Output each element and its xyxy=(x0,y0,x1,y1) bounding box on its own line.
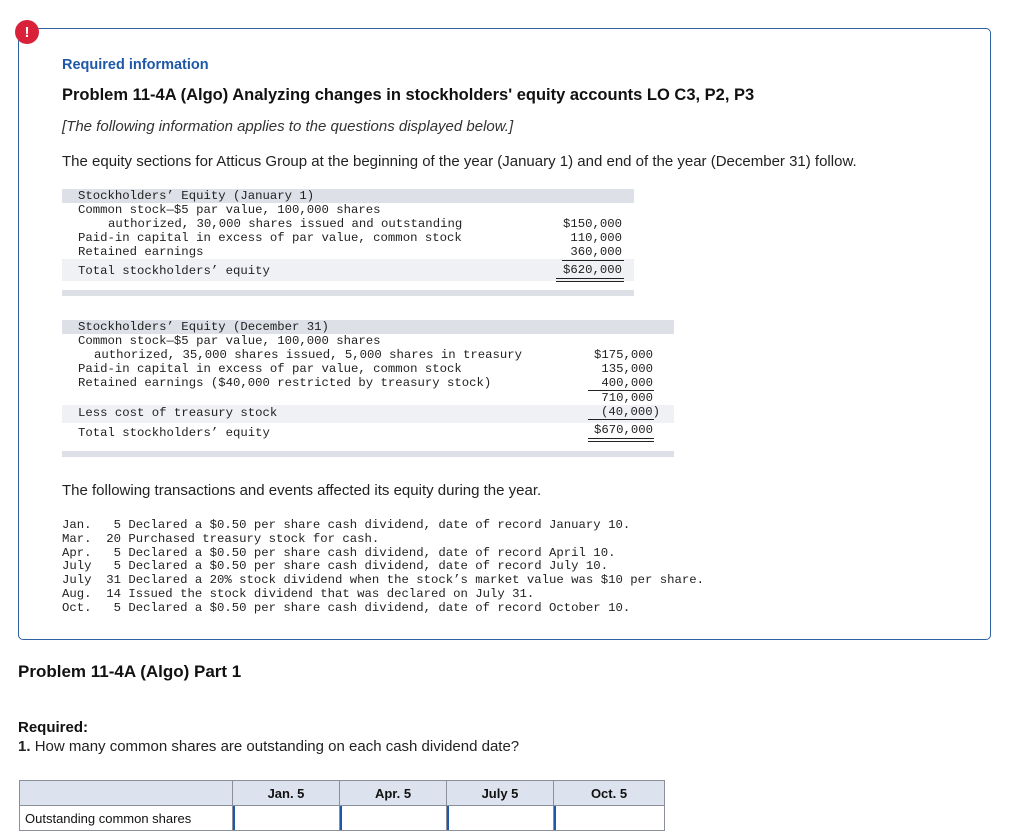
transactions-intro: The following transactions and events affected its equity during the year. xyxy=(62,482,542,499)
answer-table xyxy=(19,780,665,831)
equity-jan-title: Stockholders’ Equity (January 1) xyxy=(78,189,315,203)
equity-dec-treasury-amount: (40,000) xyxy=(600,405,660,419)
equity-jan-total-label: Total stockholders’ equity xyxy=(78,264,270,278)
double-underline xyxy=(588,438,654,442)
alert-icon: ! xyxy=(15,20,39,44)
underline xyxy=(588,419,654,420)
answer-cell-apr5 xyxy=(340,806,447,831)
equity-dec-subtotal-amount: 710,000 xyxy=(601,391,653,405)
equity-jan-retained-amount: 360,000 xyxy=(570,245,622,259)
equity-dec-treasury-label: Less cost of treasury stock xyxy=(78,406,278,420)
equity-jan-line1: Common stock—$5 par value, 100,000 shares xyxy=(78,203,381,217)
part-title: Problem 11-4A (Algo) Part 1 xyxy=(18,662,242,681)
transaction-item: Oct. 5 Declared a $0.50 per share cash dividend, date of record October 10. xyxy=(62,601,631,615)
answer-input-jan5[interactable] xyxy=(233,806,339,830)
answer-input-apr5[interactable] xyxy=(340,806,446,830)
equity-jan-line2: authorized, 30,000 shares issued and outstanding xyxy=(108,217,463,231)
required-label: Required: xyxy=(18,719,89,736)
equity-dec-line3: Paid-in capital in excess of par value, common stock xyxy=(78,362,462,376)
equity-jan-line3: Paid-in capital in excess of par value, common stock xyxy=(78,231,462,245)
equity-jan-common-amount: $150,000 xyxy=(562,217,622,231)
equity-dec-total-amount: $670,000 xyxy=(593,423,653,437)
equity-dec-line1: Common stock—$5 par value, 100,000 shares xyxy=(78,334,381,348)
column-header-apr5: Apr. 5 xyxy=(340,781,447,806)
equity-dec-common-amount: $175,000 xyxy=(593,348,653,362)
answer-table-header xyxy=(20,781,665,806)
answer-input-oct5[interactable] xyxy=(554,806,664,830)
transaction-item: Jan. 5 Declared a $0.50 per share cash dividend, date of record January 10. xyxy=(62,518,631,532)
column-header-jan5: Jan. 5 xyxy=(233,781,340,806)
transaction-item: Aug. 14 Issued the stock dividend that was declared on July 31. xyxy=(62,587,535,601)
header-blank-cell xyxy=(20,781,233,806)
answer-cell-jan5 xyxy=(233,806,340,831)
question-text xyxy=(18,738,519,755)
equity-dec-line4: Retained earnings ($40,000 restricted by treasury stock) xyxy=(78,376,492,390)
row-label-outstanding-shares: Outstanding common shares xyxy=(20,806,233,831)
required-info-label: Required information xyxy=(62,57,209,73)
equity-dec-line2: authorized, 35,000 shares issued, 5,000 shares in treasury xyxy=(94,348,523,362)
answer-input-jul5[interactable] xyxy=(447,806,553,830)
underline xyxy=(562,260,624,261)
equity-jan-total-amount: $620,000 xyxy=(562,263,622,277)
equity-jan-paidin-amount: 110,000 xyxy=(570,231,622,245)
transaction-item: July 5 Declared a $0.50 per share cash dividend, date of record July 10. xyxy=(62,559,609,573)
equity-dec-title: Stockholders’ Equity (December 31) xyxy=(78,320,329,334)
equity-dec-total-label: Total stockholders’ equity xyxy=(78,426,270,440)
transaction-item: Mar. 20 Purchased treasury stock for cash. xyxy=(62,532,380,546)
column-header-jul5: July 5 xyxy=(447,781,554,806)
question-number: 1. xyxy=(18,738,31,755)
table-row xyxy=(20,806,665,831)
answer-cell-jul5 xyxy=(447,806,554,831)
double-underline xyxy=(556,278,624,282)
intro-text: The equity sections for Atticus Group at the beginning of the year (January 1) and end of the year (December 31) follow. xyxy=(62,153,857,170)
problem-title: Problem 11-4A (Algo) Analyzing changes in stockholders' equity accounts LO C3, P2, P3 xyxy=(62,86,755,104)
problem-subnote: [The following information applies to the questions displayed below.] xyxy=(62,118,514,135)
transaction-item: Apr. 5 Declared a $0.50 per share cash dividend, date of record April 10. xyxy=(62,546,616,560)
equity-dec-paidin-amount: 135,000 xyxy=(601,362,653,376)
equity-jan-line4: Retained earnings xyxy=(78,245,204,259)
column-header-oct5: Oct. 5 xyxy=(554,781,665,806)
question-body: How many common shares are outstanding on each cash dividend date? xyxy=(34,738,520,755)
transaction-item: July 31 Declared a 20% stock dividend when the stock’s market value was $10 per share. xyxy=(62,573,705,587)
answer-cell-oct5 xyxy=(554,806,665,831)
equity-dec-retained-amount: 400,000 xyxy=(601,376,653,390)
